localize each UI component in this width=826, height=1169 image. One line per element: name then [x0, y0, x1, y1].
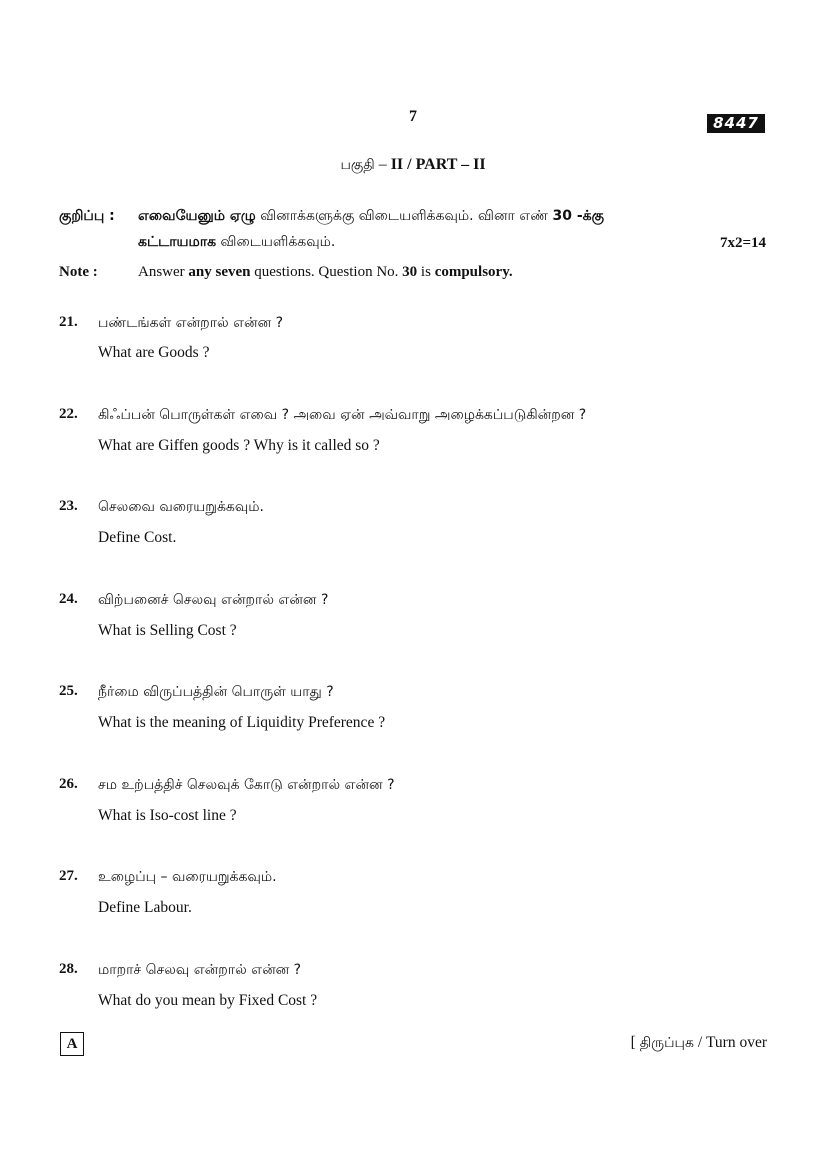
part-title [0, 156, 826, 175]
turn-over-english: / Turn over [693, 1034, 767, 1051]
question-tamil: விற்பனைச் செலவு என்றால் என்ன ? [98, 592, 329, 608]
note-tamil-line-2 [138, 234, 335, 252]
question-number: 25. [59, 683, 78, 699]
note-label-tamil: குறிப்பு : [59, 208, 115, 224]
part-title-english: II / PART – II [390, 156, 486, 173]
question-number: 28. [59, 961, 78, 977]
part-title-tamil: பகுதி [340, 157, 375, 173]
note-tamil-number: 30 [552, 208, 572, 224]
question-number: 23. [59, 498, 78, 514]
turn-over-tamil: திருப்புக [639, 1035, 694, 1051]
note-tamil-compulsory: கட்டாயமாக [138, 234, 217, 250]
note-en-bold-3: compulsory. [434, 264, 513, 280]
paper-code-badge: 8447 [707, 114, 765, 133]
note-tamil-suffix: -க்கு [571, 208, 604, 224]
turn-over-label [631, 1034, 767, 1053]
question-number: 24. [59, 591, 78, 607]
version-box: A [60, 1032, 84, 1056]
note-tamil-bold: எவையேனும் ஏழு [138, 208, 256, 224]
part-title-separator: – [374, 156, 391, 173]
note-en-bold-1: any seven [188, 264, 251, 280]
question-english: What do you mean by Fixed Cost ? [98, 992, 318, 1009]
note-tamil-answer: விடையளிக்கவும். [216, 234, 336, 250]
note-en-part-1: Answer [138, 264, 189, 280]
note-english [138, 264, 513, 281]
question-tamil: பண்டங்கள் என்றால் என்ன ? [98, 315, 284, 331]
note-tamil-text: வினாக்களுக்கு விடையளிக்கவும். வினா எண் [255, 208, 553, 224]
note-tamil-line-1 [138, 208, 604, 226]
question-number: 22. [59, 406, 78, 422]
marks-allocation: 7x2=14 [719, 235, 766, 251]
question-english: What is Iso-cost line ? [98, 807, 237, 824]
question-tamil: செலவை வரையறுக்கவும். [98, 499, 264, 515]
question-number: 21. [59, 314, 78, 330]
question-english: What are Goods ? [98, 344, 210, 361]
question-number: 26. [59, 776, 78, 792]
question-english: What is the meaning of Liquidity Preference ? [98, 714, 386, 731]
note-label-english: Note : [59, 264, 98, 280]
question-tamil: மாறாச் செலவு என்றால் என்ன ? [98, 962, 302, 978]
question-tamil: உழைப்பு – வரையறுக்கவும். [98, 869, 277, 885]
question-english: Define Cost. [98, 529, 177, 546]
note-en-part-3: is [417, 264, 435, 280]
question-english: Define Labour. [98, 899, 192, 916]
question-english: What is Selling Cost ? [98, 622, 237, 639]
note-en-bold-2: 30 [402, 264, 418, 280]
note-en-part-2: questions. Question No. [250, 264, 403, 280]
question-tamil: சம உற்பத்திச் செலவுக் கோடு என்றால் என்ன ? [98, 777, 395, 793]
page-number: 7 [409, 108, 417, 125]
question-tamil: நீர்மை விருப்பத்தின் பொருள் யாது ? [98, 684, 334, 700]
question-tamil: கிஃப்பன் பொருள்கள் எவை ? அவை ஏன் அவ்வாறு அழைக்கப்படுகின்றன ? [98, 407, 587, 423]
question-number: 27. [59, 868, 78, 884]
question-english: What are Giffen goods ? Why is it called so ? [98, 437, 380, 454]
turn-over-bracket: [ [630, 1034, 640, 1051]
